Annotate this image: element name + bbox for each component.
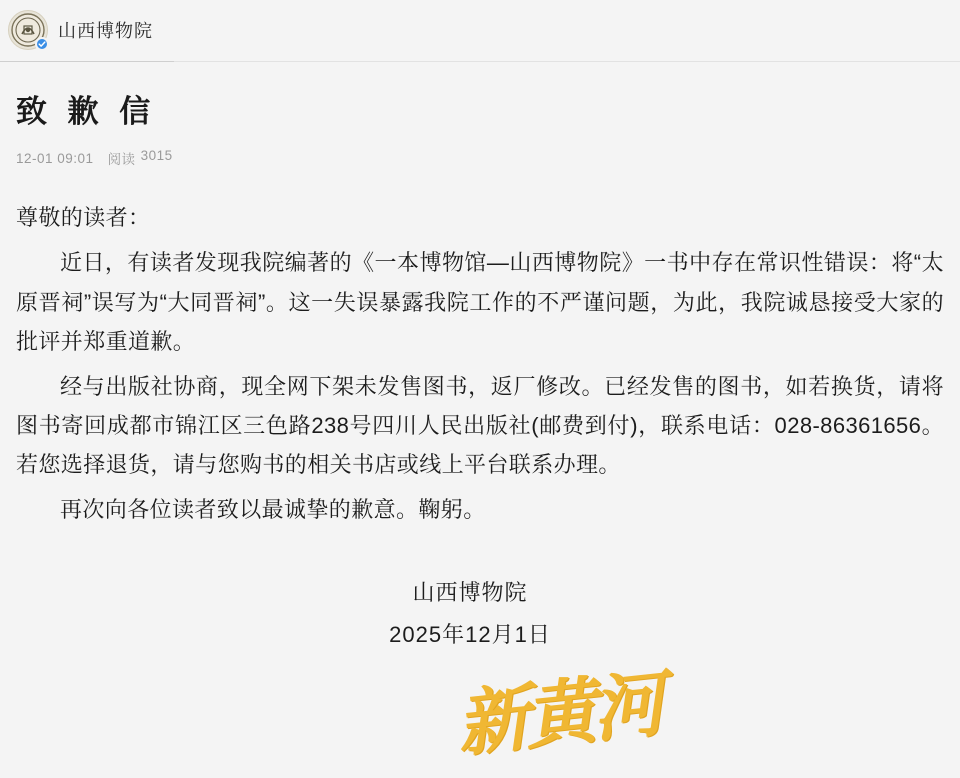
signature-organization: 山西博物院	[412, 579, 528, 605]
article-body	[16, 198, 944, 529]
paragraph-1: 近日，有读者发现我院编著的《一本博物馆—山西博物院》一书中存在常识性错误：将“太原晋祠”误写为“大同晋祠”。这一失误暴露我院工作的不严谨问题，为此，我院诚恳接受大家的批评并郑重道歉。	[16, 250, 944, 354]
avatar[interactable]	[8, 10, 48, 50]
paragraph-salutation: 尊敬的读者：	[16, 205, 151, 231]
article-meta	[16, 148, 944, 168]
page-title: 致 歉 信	[16, 94, 157, 129]
account-header	[0, 0, 960, 62]
read-count	[108, 148, 173, 168]
signature-date: 2025年12月1日	[389, 622, 551, 648]
paragraph-2: 经与出版社协商，现全网下架未发售图书，返厂修改。已经发售的图书，如若换货，请将图书寄回成都市锦江区三色路238号四川人民出版社(邮费到付)，联系电话：028-86361656。若您选择退货，请与您购书的相关书店或线上平台联系办理。	[16, 373, 944, 478]
publish-timestamp: 12-01 09:01	[16, 150, 94, 166]
read-count-value: 3015	[140, 148, 173, 164]
verified-check-icon	[35, 37, 49, 51]
article-container	[0, 92, 960, 657]
header-divider	[0, 61, 960, 62]
read-label: 阅读	[107, 152, 136, 168]
watermark-logo: 新黄河	[453, 664, 665, 766]
signature-block	[16, 572, 944, 658]
account-name[interactable]: 山西博物院	[58, 21, 153, 41]
paragraph-3: 再次向各位读者致以最诚挚的歉意。鞠躬。	[60, 497, 486, 523]
